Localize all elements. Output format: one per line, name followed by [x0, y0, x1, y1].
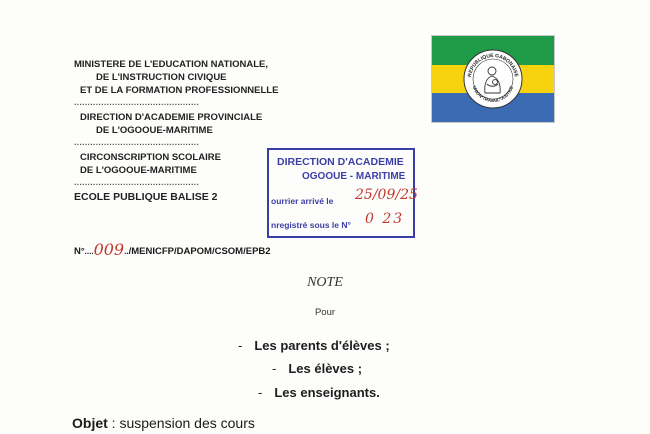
header-separator: ..............................................: [74, 178, 200, 187]
header-ministry: MINISTERE DE L'EDUCATION NATIONALE,: [74, 59, 269, 70]
reference-dots: ....: [84, 247, 94, 256]
header-academy: DIRECTION D'ACADEMIE PROVINCIALE: [80, 112, 263, 123]
audience-label: Les élèves ;: [288, 361, 363, 376]
reference-number: [74, 239, 271, 258]
reference-dots: ..: [124, 247, 129, 256]
stamp-registered-number: 0 23: [365, 211, 405, 227]
stamp-received-date: 25/09/25: [355, 187, 418, 203]
reference-handwritten-number: 009: [93, 240, 125, 259]
reference-prefix: N°: [74, 246, 85, 257]
subject-colon: :: [107, 415, 120, 431]
stamp-subtitle: OGOOUE - MARITIME: [302, 171, 406, 182]
audience-dash: -: [272, 361, 277, 376]
note-pour: Pour: [314, 307, 336, 318]
header-circonscription-line2: DE L'OGOOUE-MARITIME: [80, 165, 197, 176]
svg-text:UNION*TRAVAIL*JUSTICE: UNION*TRAVAIL*JUSTICE: [471, 85, 515, 104]
stamp-title: DIRECTION D'ACADEMIE: [277, 156, 404, 168]
stamp-registered-label: nregistré sous le N°: [271, 220, 351, 230]
audience-dash: -: [238, 338, 243, 353]
reference-suffix: /MENICFP/DAPOM/CSOM/EPB2: [128, 246, 271, 257]
audience-item: [258, 385, 380, 400]
audience-label: Les parents d'élèves ;: [254, 338, 390, 353]
reception-stamp: [267, 148, 418, 238]
subject-line: [72, 415, 255, 431]
audience-label: Les enseignants.: [274, 385, 380, 400]
school-name: ECOLE PUBLIQUE BALISE 2: [74, 191, 218, 203]
stamp-received-label: ourrier arrivé le: [271, 196, 334, 206]
audience-dash: -: [258, 385, 263, 400]
subject-text: suspension des cours: [119, 415, 255, 431]
audience-item: [238, 338, 390, 353]
header-academy-line2: DE L'OGOOUE-MARITIME: [96, 125, 213, 136]
header-ministry-line2: DE L'INSTRUCTION CIVIQUE: [96, 72, 227, 83]
subject-label: Objet: [72, 415, 108, 431]
header-circonscription: CIRCONSCRIPTION SCOLAIRE: [80, 152, 221, 163]
header-separator: ..............................................: [74, 98, 200, 107]
svg-text:REPUBLIQUE GABONAISE: REPUBLIQUE GABONAISE: [467, 52, 519, 78]
audience-item: [272, 361, 362, 376]
republic-seal-icon: [463, 49, 523, 109]
header-ministry-line3: ET DE LA FORMATION PROFESSIONNELLE: [80, 85, 279, 96]
header-separator: ..............................................: [74, 138, 200, 147]
note-title: NOTE: [307, 275, 343, 290]
gabon-flag-emblem: [431, 35, 555, 123]
